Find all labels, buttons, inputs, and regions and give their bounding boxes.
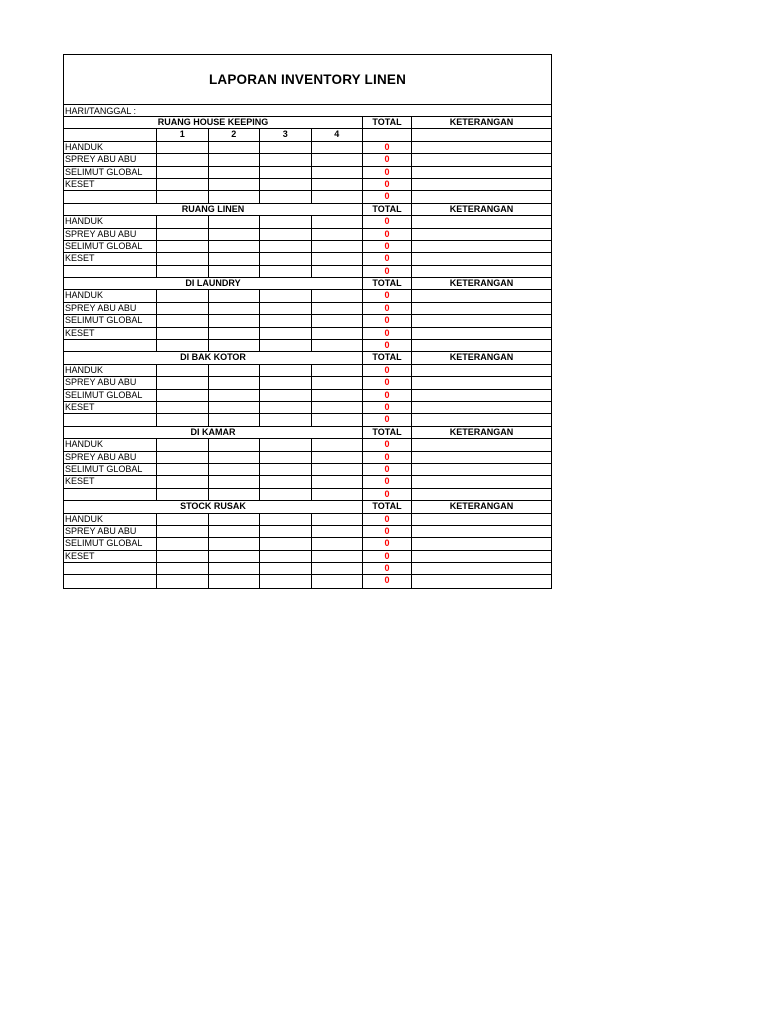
table-row [64,167,551,179]
count-cell[interactable] [312,266,364,277]
item-name: KESET [64,402,157,413]
count-cell[interactable] [260,154,312,165]
count-cell[interactable] [209,303,261,314]
total-value: 0 [363,538,412,549]
count-cell[interactable] [312,489,364,500]
count-cell[interactable] [260,315,312,326]
count-cell[interactable] [312,452,364,463]
item-name: KESET [64,551,157,562]
item-name [64,575,157,587]
table-row [64,464,551,476]
total-value: 0 [363,377,412,388]
count-cell[interactable] [209,191,261,202]
count-cell[interactable] [157,575,209,587]
count-cell[interactable] [312,365,364,376]
table-row [64,241,551,253]
count-cell[interactable] [312,167,364,178]
total-value: 0 [363,216,412,227]
keterangan-header: KETERANGAN [449,501,514,512]
item-name: HANDUK [64,439,157,450]
count-cell[interactable] [312,315,364,326]
count-cell[interactable] [312,538,364,549]
total-value: 0 [363,464,412,475]
count-cell[interactable] [157,241,209,252]
count-cell[interactable] [209,526,261,537]
count-cell[interactable] [260,229,312,240]
keterangan-header: KETERANGAN [449,117,514,127]
count-cell[interactable] [209,154,261,165]
keterangan-cell[interactable] [412,216,551,227]
total-value: 0 [363,439,412,450]
count-cell[interactable] [209,315,261,326]
table-row [64,551,551,563]
count-cell[interactable] [157,328,209,339]
keterangan-cell[interactable] [412,538,551,549]
count-cell[interactable] [209,229,261,240]
keterangan-cell[interactable] [412,526,551,537]
total-value: 0 [363,179,412,190]
total-value: 0 [363,551,412,562]
keterangan-cell[interactable] [412,439,551,450]
count-cell[interactable] [209,464,261,475]
item-name [64,563,157,574]
table-row [64,575,551,587]
count-cell[interactable] [209,253,261,264]
count-cell[interactable] [209,340,261,351]
item-name [64,266,157,277]
total-value: 0 [363,266,412,277]
count-cell[interactable] [209,365,261,376]
count-cell[interactable] [157,452,209,463]
table-row [64,489,551,501]
keterangan-cell[interactable] [412,377,551,388]
table-row [64,414,551,426]
item-name: SPREY ABU ABU [64,526,157,537]
count-cell[interactable] [209,390,261,401]
item-name: SPREY ABU ABU [64,229,157,240]
count-cell[interactable] [157,551,209,562]
item-name: HANDUK [64,216,157,227]
item-name: SELIMUT GLOBAL [64,538,157,549]
section-title: STOCK RUSAK [64,501,363,512]
count-cell[interactable] [312,402,364,413]
item-name: KESET [64,328,157,339]
count-cell[interactable] [260,167,312,178]
count-cell[interactable] [209,142,261,153]
count-cell[interactable] [157,365,209,376]
count-cell[interactable] [260,241,312,252]
count-cell[interactable] [260,390,312,401]
table-row [64,538,551,550]
count-cell[interactable] [260,526,312,537]
total-value: 0 [363,154,412,165]
section-title: DI LAUNDRY [64,278,363,289]
keterangan-cell[interactable] [412,452,551,463]
section-header-row [64,427,551,439]
total-value: 0 [363,402,412,413]
table-row [64,229,551,241]
total-value: 0 [363,514,412,525]
column-number: 1 [157,129,209,140]
count-cell[interactable] [260,476,312,487]
count-cell[interactable] [157,340,209,351]
count-cell[interactable] [157,315,209,326]
keterangan-cell[interactable] [412,575,551,587]
count-cell[interactable] [312,439,364,450]
total-value: 0 [363,452,412,463]
keterangan-cell[interactable] [412,315,551,326]
keterangan-cell[interactable] [412,563,551,574]
count-cell[interactable] [312,563,364,574]
count-cell[interactable] [209,266,261,277]
total-header: TOTAL [363,117,412,128]
count-cell[interactable] [260,266,312,277]
count-cell[interactable] [312,303,364,314]
count-cell[interactable] [312,216,364,227]
keterangan-cell[interactable] [412,266,551,277]
keterangan-cell[interactable] [412,414,551,425]
count-cell[interactable] [312,476,364,487]
count-cell[interactable] [209,575,261,587]
count-cell[interactable] [209,439,261,450]
column-number: 3 [260,129,312,140]
total-header: TOTAL [363,427,412,438]
item-name: HANDUK [64,514,157,525]
table-row [64,563,551,575]
count-cell[interactable] [260,563,312,574]
keterangan-cell[interactable] [412,365,551,376]
keterangan-cell[interactable] [412,340,551,351]
item-name: KESET [64,476,157,487]
keterangan-cell[interactable] [412,551,551,562]
total-value: 0 [363,526,412,537]
count-cell[interactable] [312,328,364,339]
count-cell[interactable] [312,514,364,525]
count-cell[interactable] [260,439,312,450]
count-cell[interactable] [260,414,312,425]
keterangan-cell[interactable] [412,179,551,190]
table-row [64,142,551,154]
table-row [64,514,551,526]
report-title: LAPORAN INVENTORY LINEN [64,55,551,105]
keterangan-cell[interactable] [412,253,551,264]
total-value: 0 [363,241,412,252]
total-value: 0 [363,365,412,376]
table-row [64,253,551,265]
count-cell[interactable] [260,303,312,314]
count-cell[interactable] [209,538,261,549]
keterangan-cell[interactable] [412,390,551,401]
count-cell[interactable] [157,191,209,202]
total-value: 0 [363,575,412,587]
count-cell[interactable] [209,414,261,425]
count-cell[interactable] [157,402,209,413]
count-cell[interactable] [157,216,209,227]
count-cell[interactable] [209,452,261,463]
section-header-row [64,352,551,364]
count-cell[interactable] [209,551,261,562]
table-row [64,315,551,327]
count-cell[interactable] [209,377,261,388]
section-header-row [64,204,551,216]
count-cell[interactable] [260,191,312,202]
keterangan-cell[interactable] [412,142,551,153]
table-row [64,216,551,228]
item-name: SELIMUT GLOBAL [64,167,157,178]
item-name: HANDUK [64,290,157,301]
count-cell[interactable] [157,229,209,240]
keterangan-cell[interactable] [412,489,551,500]
total-value: 0 [363,142,412,153]
count-cell[interactable] [157,414,209,425]
total-value: 0 [363,328,412,339]
count-cell[interactable] [209,402,261,413]
item-name: SPREY ABU ABU [64,154,157,165]
section-title: DI BAK KOTOR [64,352,363,363]
count-cell[interactable] [157,167,209,178]
total-value: 0 [363,290,412,301]
table-row [64,340,551,352]
section-title: RUANG LINEN [64,204,363,215]
total-value: 0 [363,340,412,351]
count-cell[interactable] [260,328,312,339]
item-name: SPREY ABU ABU [64,377,157,388]
item-name [64,340,157,351]
total-value: 0 [363,191,412,202]
table-row [64,476,551,488]
table-row [64,328,551,340]
table-row [64,390,551,402]
count-cell[interactable] [312,179,364,190]
count-cell[interactable] [312,551,364,562]
inventory-sheet [63,54,552,589]
count-cell[interactable] [157,154,209,165]
column-number: 2 [209,129,261,140]
item-name [64,414,157,425]
total-value: 0 [363,315,412,326]
count-cell[interactable] [312,241,364,252]
count-cell[interactable] [209,489,261,500]
count-cell[interactable] [157,377,209,388]
total-value: 0 [363,563,412,574]
count-cell[interactable] [260,142,312,153]
count-cell[interactable] [260,514,312,525]
count-cell[interactable] [260,340,312,351]
count-cell[interactable] [209,328,261,339]
item-name: SELIMUT GLOBAL [64,464,157,475]
item-name: KESET [64,253,157,264]
count-cell[interactable] [157,142,209,153]
count-cell[interactable] [260,402,312,413]
section-header-row [64,278,551,290]
item-name: HANDUK [64,142,157,153]
count-cell[interactable] [209,216,261,227]
count-cell[interactable] [209,179,261,190]
table-row [64,191,551,203]
total-value: 0 [363,476,412,487]
keterangan-header: KETERANGAN [449,426,514,437]
keterangan-header: KETERANGAN [449,278,514,289]
count-cell[interactable] [260,179,312,190]
count-cell[interactable] [260,538,312,549]
table-row [64,179,551,191]
section-header-row [64,117,551,129]
count-cell[interactable] [260,253,312,264]
item-name: SPREY ABU ABU [64,452,157,463]
section-title: RUANG HOUSE KEEPING [64,117,363,128]
column-number-row [64,129,551,141]
keterangan-cell[interactable] [412,167,551,178]
total-value: 0 [363,303,412,314]
count-cell[interactable] [157,266,209,277]
count-cell[interactable] [260,377,312,388]
total-value: 0 [363,390,412,401]
total-header: TOTAL [363,204,412,215]
total-value: 0 [363,167,412,178]
count-cell[interactable] [260,551,312,562]
total-header: TOTAL [363,501,412,512]
table-row [64,290,551,302]
count-cell[interactable] [260,464,312,475]
keterangan-cell[interactable] [412,229,551,240]
item-name: SELIMUT GLOBAL [64,241,157,252]
count-cell[interactable] [209,563,261,574]
count-cell[interactable] [312,142,364,153]
count-cell[interactable] [312,229,364,240]
item-name: SPREY ABU ABU [64,303,157,314]
count-cell[interactable] [312,290,364,301]
item-name: SELIMUT GLOBAL [64,390,157,401]
count-cell[interactable] [260,452,312,463]
blank-cell [412,129,551,140]
keterangan-header: KETERANGAN [449,203,514,214]
table-row [64,377,551,389]
count-cell[interactable] [157,290,209,301]
count-cell[interactable] [209,514,261,525]
count-cell[interactable] [209,167,261,178]
count-cell[interactable] [260,290,312,301]
count-cell[interactable] [260,365,312,376]
keterangan-cell[interactable] [412,464,551,475]
table-row [64,154,551,166]
keterangan-cell[interactable] [412,303,551,314]
keterangan-cell[interactable] [412,476,551,487]
item-name: SELIMUT GLOBAL [64,315,157,326]
date-field-label: HARI/TANGGAL : [64,105,551,117]
count-cell[interactable] [157,563,209,574]
count-cell[interactable] [312,526,364,537]
count-cell[interactable] [312,414,364,425]
sections-container [64,117,551,588]
count-cell[interactable] [312,464,364,475]
count-cell[interactable] [157,538,209,549]
table-row [64,266,551,278]
total-value: 0 [363,229,412,240]
count-cell[interactable] [260,216,312,227]
count-cell[interactable] [312,253,364,264]
keterangan-cell[interactable] [412,241,551,252]
count-cell[interactable] [260,489,312,500]
item-name: HANDUK [64,365,157,376]
total-value: 0 [363,489,412,500]
keterangan-cell[interactable] [412,514,551,525]
count-cell[interactable] [312,575,364,587]
count-cell[interactable] [157,179,209,190]
keterangan-cell[interactable] [412,154,551,165]
total-value: 0 [363,414,412,425]
total-header: TOTAL [363,352,412,363]
column-number: 4 [312,129,364,140]
count-cell[interactable] [312,154,364,165]
item-name [64,489,157,500]
section-title: DI KAMAR [64,427,363,438]
count-cell[interactable] [157,303,209,314]
count-cell[interactable] [157,514,209,525]
keterangan-cell[interactable] [412,402,551,413]
count-cell[interactable] [312,191,364,202]
count-cell[interactable] [157,464,209,475]
keterangan-cell[interactable] [412,191,551,202]
count-cell[interactable] [209,476,261,487]
item-name: KESET [64,179,157,190]
blank-cell [64,129,157,140]
count-cell[interactable] [312,340,364,351]
keterangan-cell[interactable] [412,290,551,301]
count-cell[interactable] [209,241,261,252]
count-cell[interactable] [209,290,261,301]
count-cell[interactable] [157,476,209,487]
section-header-row [64,501,551,513]
table-row [64,452,551,464]
table-row [64,526,551,538]
count-cell[interactable] [260,575,312,587]
blank-cell [363,129,412,140]
table-row [64,365,551,377]
count-cell[interactable] [157,489,209,500]
item-name [64,191,157,202]
count-cell[interactable] [312,377,364,388]
total-header: TOTAL [363,278,412,289]
table-row [64,402,551,414]
count-cell[interactable] [312,390,364,401]
count-cell[interactable] [157,390,209,401]
table-row [64,439,551,451]
table-row [64,303,551,315]
count-cell[interactable] [157,253,209,264]
total-value: 0 [363,253,412,264]
count-cell[interactable] [157,439,209,450]
keterangan-cell[interactable] [412,328,551,339]
count-cell[interactable] [157,526,209,537]
keterangan-header: KETERANGAN [449,352,514,363]
